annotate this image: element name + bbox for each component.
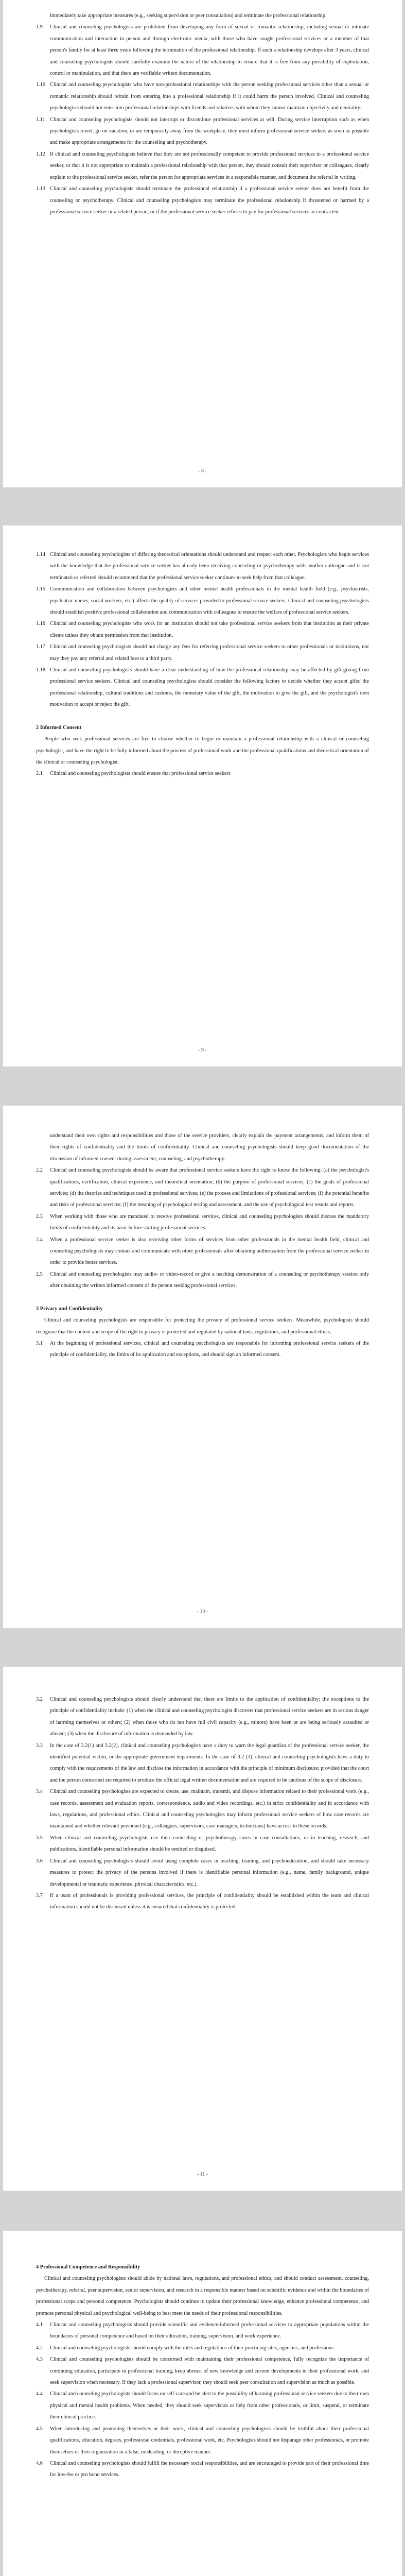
clause <box>36 1833 369 1856</box>
clause-number: 2.2 <box>36 1167 43 1174</box>
section-heading: 3 Privacy and Confidentiality <box>36 1306 103 1312</box>
clause-number: 1.18 <box>36 667 46 673</box>
clause-text: Clinical and counseling psychologists should avoid using complete cases in teaching, training, and psychoeducation, and should take necessary measures to protect the privacy of the persons involved if there is identifiable personal information (e.g., name, family background, unique developmental or traumatic experience, physical characteristics, etc.). <box>50 1858 369 1887</box>
clause <box>36 768 369 779</box>
continued-paragraph: understand their own rights and responsibilities and those of the service providers, clearly explain the payment arrangements, and inform them of their rights of confidentiality and the limits of confidentiality. Clinical and counseling psychologists should keep good documentation of the discussion of informed consent during assessment, counseling, and psychotherapy. <box>50 1133 369 1162</box>
clause <box>36 2319 369 2343</box>
clause <box>36 549 369 584</box>
clause-text: Clinical and counseling psychologists of differing theoretical orientations should understand and respect each other. Psychologists who begin services with the knowledge that the professional service seeker has already been receiving counseling or psychotherapy with another colleague and is not terminated or referred should recommend that the professional service seeker continues to seek help from that colleague. <box>50 552 369 581</box>
clause-text: Clinical and counseling psychologists should terminate the professional relationship if a professional service seeker does not benefit from the counseling or psychotherapy. Clinical and counseling psychologists may terminate the professional relationship if threatened or harmed by a professional service seeker or a related person, or if the professional service seeker refuses to pay for professional services as contracted. <box>50 186 369 215</box>
clause <box>36 1786 369 1833</box>
clause-number: 1.12 <box>36 151 46 157</box>
clause-text: Clinical and counseling psychologists should focus on self-care and be alert to the possibility of harming professional service seekers due to their own physical and mental health problems. When needed, they should seek supervision or help from other professionals, or limit, suspend, or terminate their clinical practice. <box>50 2391 369 2420</box>
continued-paragraph: immediately take appropriate measures (e.g., seeking supervision or peer consultation) and terminate the professional relationship. <box>50 13 327 19</box>
clause-number: 4.5 <box>36 2426 43 2432</box>
clause-number: 3.7 <box>36 1892 43 1899</box>
page-number: - 10 - <box>197 1608 208 1615</box>
clause-number: 4.3 <box>36 2357 43 2363</box>
clause <box>36 1890 369 1913</box>
clause-number: 3.4 <box>36 1789 43 1795</box>
clause <box>36 1211 369 1234</box>
clause <box>36 1269 369 1292</box>
clause-text: Clinical and counseling psychologists should comply with the rules and regulations of their practicing sites, agencies, and professions. <box>50 2345 335 2351</box>
section-intro: People who seek professional services are free to choose whether to begin or maintain a professional relationship with a clinical or counseling psychologist, and have the right to be fully informed about the process of professional work and the professional qualifications and theoretical orientation of the clinical or counseling psychologist. <box>36 736 369 765</box>
page-3 <box>3 1106 402 1628</box>
clause-number: 2.4 <box>36 1236 43 1243</box>
section-intro: Clinical and counseling psychologists should abide by national laws, regulations, and professional ethics, and should conduct assessment, counseling, psychotherapy, referral, peer supervision, senior supervision, and research in a responsible manner based on scientific evidence and within the boundaries of professional scope and personal competence. Psychologists should continue to update their professional knowledge, enhance professional competence, and promote personal physical and psychological well-being to best meet the needs of their professional responsibilities. <box>36 2276 369 2316</box>
section-intro: Clinical and counseling psychologists are responsible for protecting the privacy of professional service seekers. Meanwhile, psychologists should recognize that the content and scope of the right to privacy is protected and regulated by national laws, regulations, and professional ethics. <box>36 1317 369 1335</box>
clause-text: In the case of 3.2(1) and 3.2(2), clinical and counseling psychologists have a duty to warn the legal guardian of the professional service seeker, the identified potential victim, or the appropriate government departments. In the case of 3.2 (3), clinical and counseling psychologists have a duty to comply with the requirements of the law and disclose the information in accordance with the principle of minimum disclosure; provided that the court and the person concerned are required to produce the official legal written documentation and are required to be cautious of the scope of disclosure. <box>50 1742 369 1783</box>
page-4 <box>3 1667 402 2191</box>
clause-number: 1.16 <box>36 621 46 627</box>
clause-text: Clinical and counseling psychologists should provide scientific and evidence-informed professional services to appropriate populations within the boundaries of personal competence and based on their education, training, supervision, and work experience. <box>50 2322 369 2340</box>
page-1 <box>3 0 402 487</box>
clause-text: If clinical and counseling psychologists believe that they are not professionally competent to provide professional services to a professional service seeker, or that it is not appropriate to maintain a professional relationship with that person, they should consult their supervisor or colleagues, clearly explain to the professional service seeker, refer the person for appropriate services in a responsible manner, and document the referral in writing. <box>50 151 369 180</box>
clause <box>36 2343 369 2354</box>
clause-number: 1.15 <box>36 586 46 592</box>
clause <box>36 22 369 79</box>
clause-text: Clinical and counseling psychologists should fulfill the necessary social responsibilities, and are encouraged to provide part of their professional time for low-fee or pro bono services. <box>50 2460 369 2478</box>
clause <box>36 2354 369 2388</box>
clause-text: If a team of professionals is providing professional services, the principle of confidentiality should be established within the team and clinical information should not be discussed unless it is ensured that confidentiality is protected. <box>50 1892 369 1910</box>
clause-number: 1.9 <box>36 24 43 30</box>
section-heading: 4 Professional Competence and Responsibility <box>36 2264 140 2270</box>
clause <box>36 2458 369 2481</box>
clause-number: 3.3 <box>36 1742 43 1749</box>
clause <box>36 1338 369 1361</box>
clause <box>36 114 369 149</box>
section-heading: 2 Informed Consent <box>36 724 82 731</box>
clause-text: Clinical and counseling psychologists should not charge any fees for referring professional service seekers to other professionals or institutions, nor may they pay any referral and related fees to a third party. <box>50 644 369 662</box>
clause <box>36 1234 369 1269</box>
clause-number: 4.1 <box>36 2322 43 2328</box>
clause-text: At the beginning of professional services, clinical and counseling psychologists are responsible for informing professional service seekers of the principle of confidentiality, the limits of its application and exceptions, and should sign an informed consent. <box>50 1340 369 1358</box>
clause <box>36 584 369 618</box>
clause-number: 1.17 <box>36 644 46 650</box>
clause-number: 3.1 <box>36 1340 43 1346</box>
clause-text: When a professional service seeker is also receiving other forms of services from other professionals in the mental health field, clinical and counseling psychologists may contact and communicate with other professionals after obtaining authorization from the professional service seeker in order to provide better services. <box>50 1236 369 1266</box>
clause-text: Clinical and counseling psychologists may audio- or video-record or give a teaching demonstration of a counseling or psychotherapy session only after obtaining the written informed consent of the person seeking professional services. <box>50 1271 369 1289</box>
clause-number: 4.4 <box>36 2391 43 2397</box>
clause-text: When working with those who are mandated to receive professional services, clinical and counseling psychologists should discuss the mandatory limits of confidentiality and its basis before starting professional services. <box>50 1213 369 1231</box>
clause <box>36 1165 369 1211</box>
clause-number: 4.2 <box>36 2345 43 2351</box>
clause-text: Clinical and counseling psychologists should have a clear understanding of how the professional relationship may be affected by gift-giving from professional service seekers. Clinical and counseling psychologists should consider the following factors to decide whether they accept gifts: the professional relationship, cultural traditions and customs, the monetary value of the gift, the motivation to give the gift, and the psychologist's own motivation to accept or reject the gift. <box>50 667 369 708</box>
clause <box>36 149 369 183</box>
page-number: - 8 - <box>198 468 207 474</box>
page-number: - 11 - <box>197 2171 208 2177</box>
clause-number: 2.5 <box>36 1271 43 1277</box>
clause-number: 3.2 <box>36 1697 43 1702</box>
clause <box>36 183 369 218</box>
clause-text: Clinical and counseling psychologists should not interrupt or discontinue professional services at will. During service interruption such as when psychologists travel, go on vacation, or are temporarily away from the workplace, they must inform professional service seekers as soon as possible and make appropriate arrangements for the counseling and psychotherapy. <box>50 116 369 146</box>
clause-text: Clinical and counseling psychologists should ensure that professional service seekers <box>50 771 231 777</box>
clause <box>36 665 369 711</box>
clause-text: Communication and collaboration between psychologists and other mental health professionals in the mental health field (e.g., psychiatrists, psychiatric nurses, social workers, etc.) affects the quality of services provided to professional service seekers. Clinical and counseling psychologists should establish positive professional collaboration and communication with colleagues to ensure the welfare of professional service seekers. <box>50 586 369 616</box>
clause-text: Clinical and counseling psychologists are prohibited from developing any form of sexual or romantic relationship, including sexual or intimate communication and interaction in person and through electronic media, with those who have sought professional services or a member of that person's family for at least three years following the termination of the professional relationship. If such a relationship develops after 3 years, clinical and counseling psychologists should carefully examine the nature of the relationship to ensure that it is free from any possibility of exploitation, control or manipulation, and that there are verifiable written documentation. <box>50 24 369 77</box>
clause-number: 1.10 <box>36 82 46 88</box>
page-5 <box>3 2231 402 2576</box>
clause-number: 3.5 <box>36 1835 43 1841</box>
clause <box>36 1740 369 1787</box>
clause-text: When introducing and promoting themselves or their work, clinical and counseling psychologists should be truthful about their professional qualifications, education, degrees, professional credentials, professional work, etc. Psychologists should not disparage other professionals, or promote themselves or their organization in a false, misleading, or deceptive manner. <box>50 2426 369 2455</box>
clause-number: 1.13 <box>36 186 46 192</box>
clause-text: Clinical and counseling psychologists who have non-professional relationships with the person seeking professional services other than a sexual or romantic relationship should refrain from entering into a professional relationship if it could harm the person involved. Clinical and counseling psychologists should not enter into professional relationships with friends and relatives with whom they cannot maintain objectivity and neutrality. <box>50 82 369 111</box>
clause <box>36 1856 369 1890</box>
clause <box>36 79 369 114</box>
clause-number: 3.6 <box>36 1858 43 1864</box>
clause-number: 2.3 <box>36 1213 43 1219</box>
clause-text: Clinical and counseling psychologists are expected to create, use, maintain, transmit, and dispose information related to their professional work (e.g., case records, assessment and evaluation reports, correspondence, audio and video recordings, etc.) in strict confidentiality and in accordance with laws, regulations, and professional ethics. Clinical and counseling psychologists may inform professional service seekers of how case records are maintained and whether relevant personnel (e.g., colleagues, supervisors, case managers, technicians) have access to these records. <box>50 1789 369 1829</box>
clause-number: 4.6 <box>36 2460 43 2466</box>
clause <box>36 1694 369 1740</box>
clause-number: 1.11 <box>36 116 45 123</box>
clause-text: Clinical and counseling psychologists who work for an institution should not take professional service seekers from that institution as their private clients unless they obtain permission from that institution. <box>50 621 369 638</box>
clause-number: 1.14 <box>36 552 46 557</box>
clause-text: Clinical and counseling psychologists should clearly understand that there are limits to the application of confidentiality; the exceptions to the principle of confidentiality include: (1) when the clinical and counseling psychologist discovers that professional service seekers are in serious danger of harming themselves or others; (2) when those who do not have full civil capacity (e.g., minors) have been or are being seriously assaulted or abused; (3) when the disclosure of information is demanded by law. <box>50 1697 369 1737</box>
clause-text: When clinical and counseling psychologists use their counseling or psychotherapy cases in case consultations, or in teaching, research, and publications, identifiable personal information should be omitted or disguised. <box>50 1835 369 1853</box>
clause-text: Clinical and counseling psychologists should be aware that professional service seekers have the right to know the following: (a) the psychologist's qualifications, certification, clinical experience, and theoretical orientation; (b) the purpose of professional services; (c) the goals of professional services; (d) the theories and techniques used in professional services; (e) the process and limitations of professional services; (f) the potential benefits and risks of professional services; (f) the meaning of psychological testing and assessment, and the use of psychological test results and reports. <box>50 1167 369 1208</box>
clause <box>36 618 369 641</box>
page-2 <box>3 526 402 1066</box>
clause <box>36 641 369 665</box>
page-number: - 9 - <box>198 1047 207 1053</box>
clause <box>36 2388 369 2423</box>
clause <box>36 2424 369 2458</box>
clause-number: 2.1 <box>36 771 43 777</box>
clause-text: Clinical and counseling psychologists should be concerned with maintaining their professional competence, fully recognize the importance of continuing education, participate in professional training, keep abreast of new knowledge and current developments in their professional work, and seek supervision when necessary. If they lack a professional supervisor, they should seek peer consultation and supervision as much as possible. <box>50 2357 369 2386</box>
